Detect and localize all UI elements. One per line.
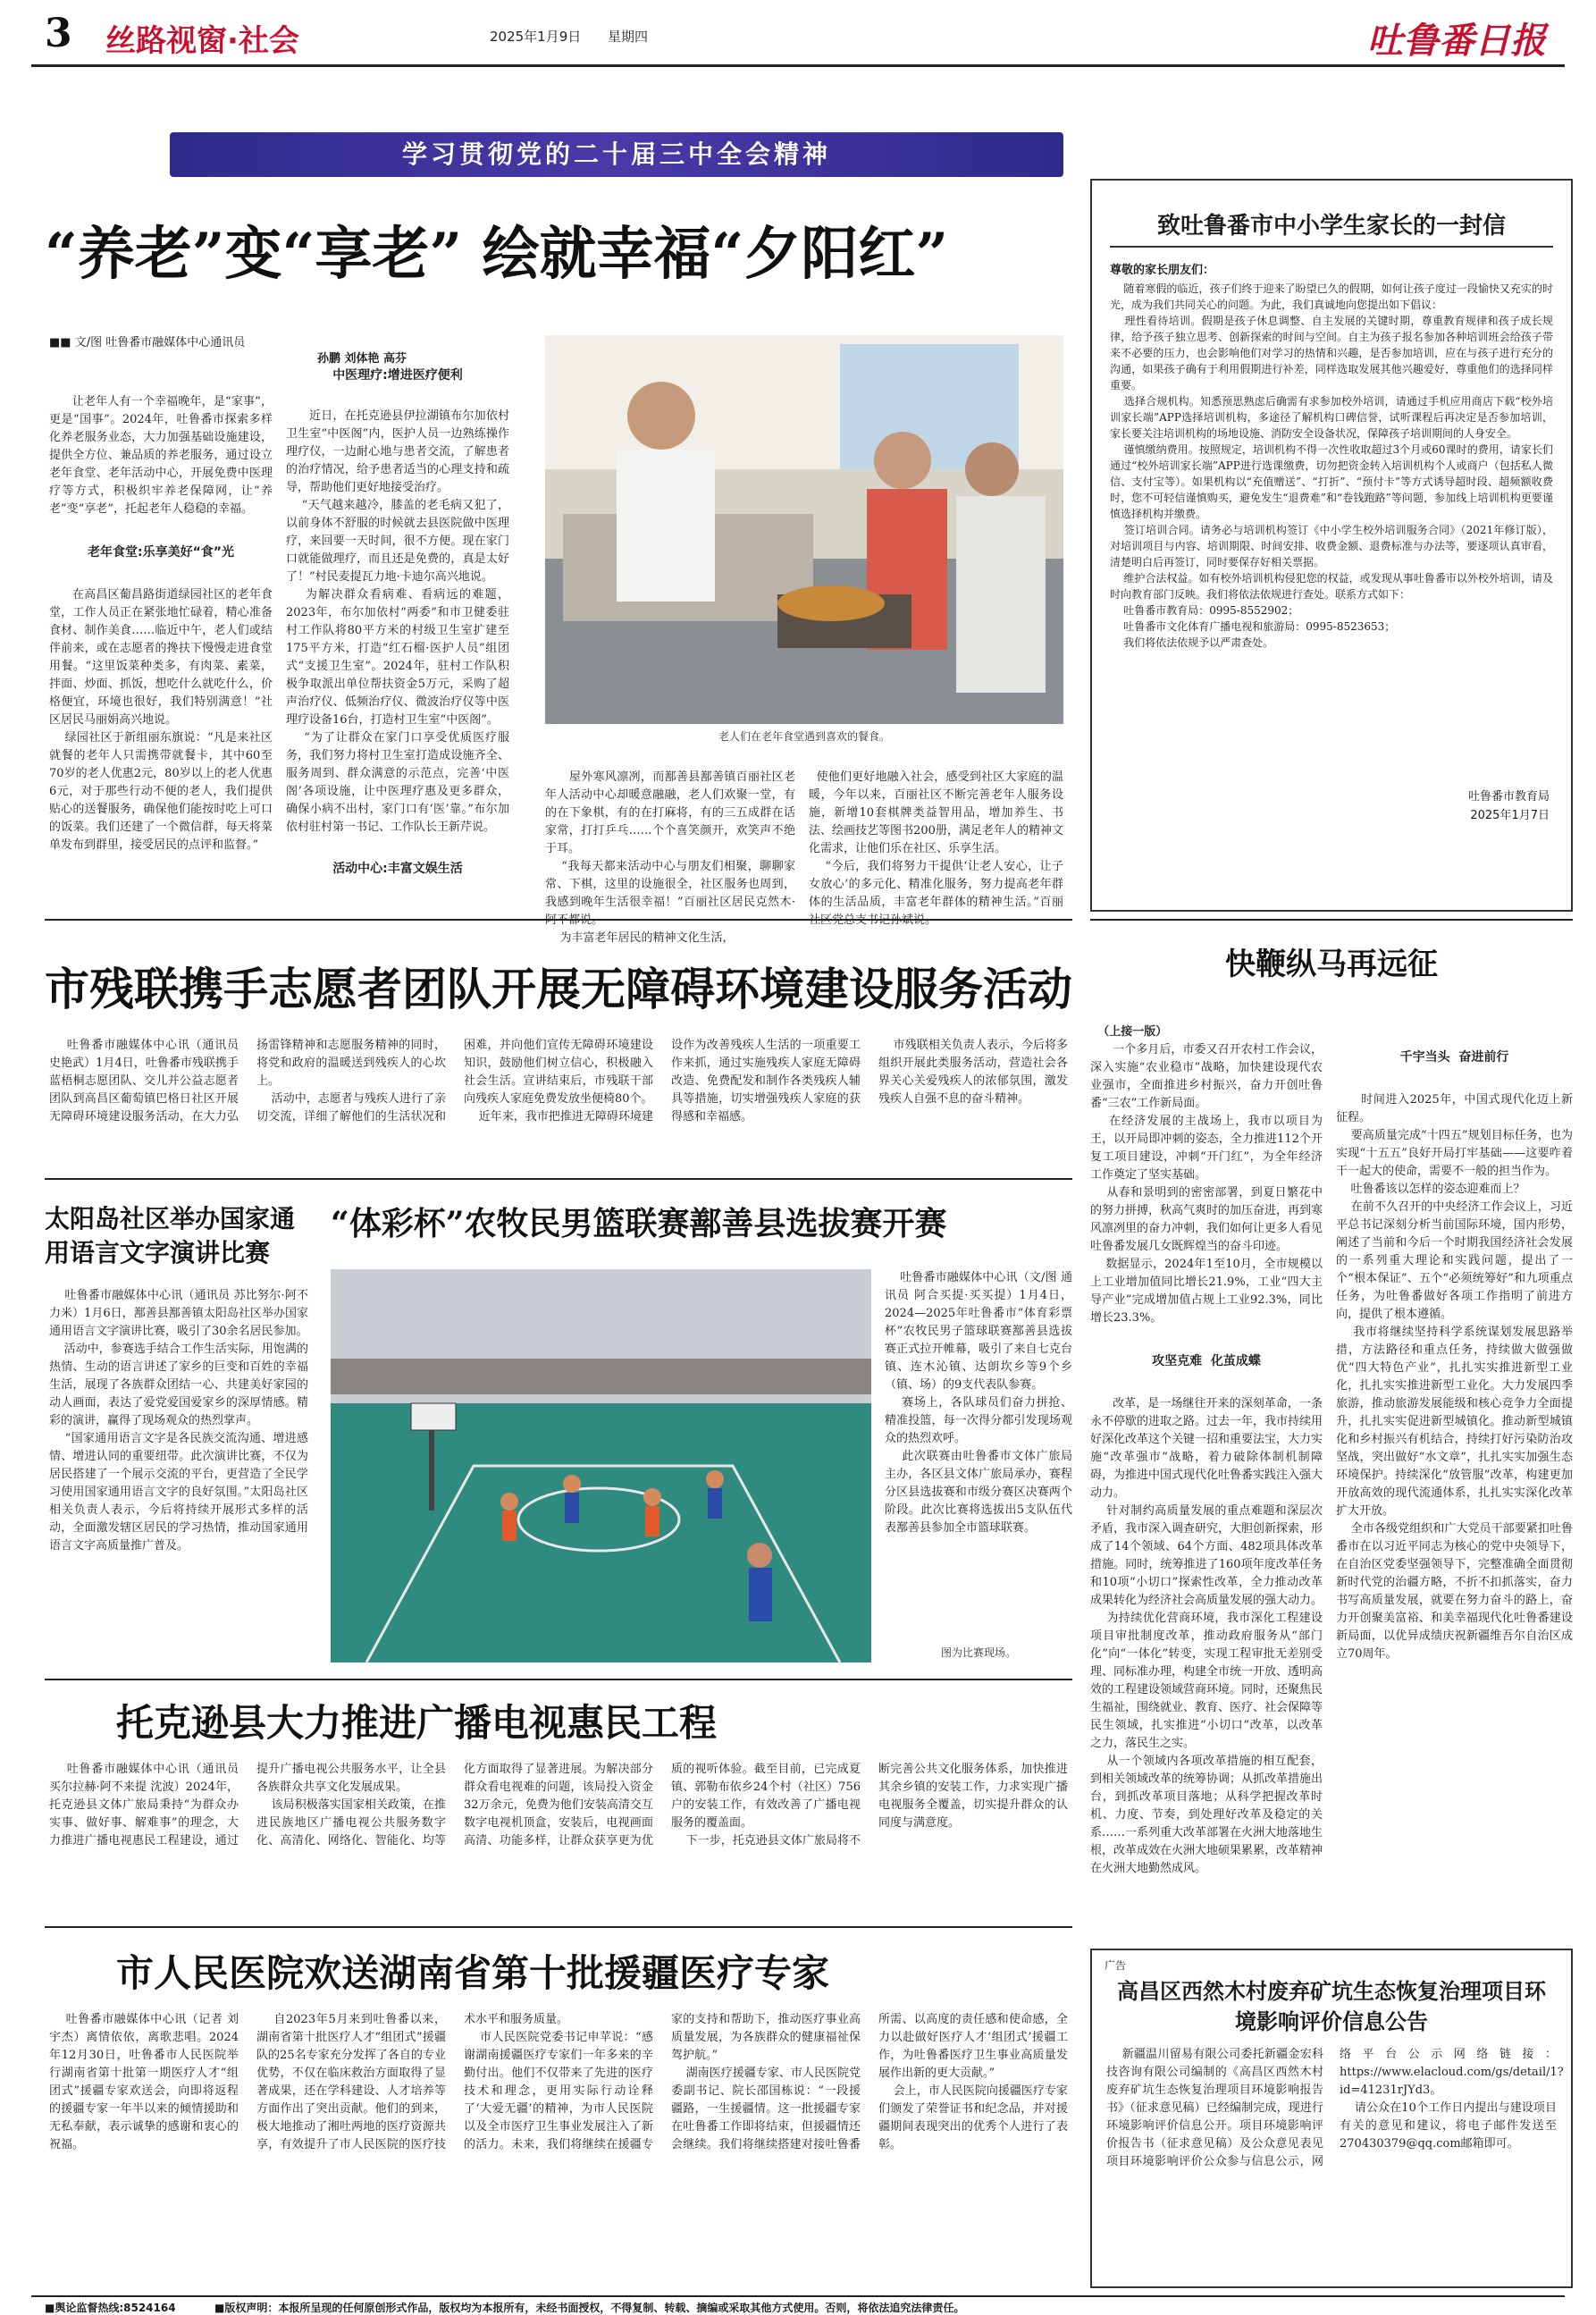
masthead (0, 0, 1596, 63)
article5-title: 托克逊县大力推进广播电视惠民工程 (116, 1701, 718, 1745)
article1-col4 (809, 751, 1063, 909)
article1-col4-text: 使他们更好地融入社会，感受到社区大家庭的温暖，今年以来，百丽社区不断完善老年人服务设施，新增10套棋牌类益智用品，增加养生、书法、绘画技艺等图书200册，满足老年人的精神文化需求，让他们乐在社区、乐享生活。 “今后，我们将努力干提供‘让老人安心，让子女放心’的多元化、精准化服务，努力提高老年群体的生活品质，丰富老年群体的精神生活。”百丽 (809, 770, 1063, 909)
article7-lead: （上接一版） (1097, 1025, 1168, 1039)
letter-signature: 吐鲁番市教育局 (1467, 790, 1550, 804)
ad-box (1090, 1949, 1573, 2288)
theme-banner (170, 132, 1063, 177)
divider-1 (45, 919, 1072, 921)
footer-hotline: ■舆论监督热线:8524164 (45, 2302, 176, 2314)
ad-body: 新疆温川留易有限公司委托新疆金宏科技咨询有限公司编制的《高昌区西然木村废弃矿坑生态恢复治理项目环境影响报告书》（征求意见稿）已经编制完成，现进行环境影响评价信息公开。项目环境影响评价报告书（征求意见稿）及公众意见表见项目环境影响评价公众参与信息公示，网络平台公示网络链接：https://www.elacloud.com/gs/detail/1?id=41231rJYd3。 请公众在10个工作日内提出与建设项目有关的意见和建议，将电子邮件发送至270430379@qq.com邮箱即可。 (1106, 2048, 1564, 2168)
footer-rule (31, 2295, 1565, 2297)
basketball-photo (331, 1269, 871, 1663)
article1-col1 (49, 375, 273, 894)
article2-body: 吐鲁番市融媒体中心讯（通讯员 史艳武）1月4日，吐鲁番市残联携手蓝梧桐志愿团队、交儿并公益志愿者团队到高昌区葡萄镇巴格日社区开展无障碍环境建设服务活动，在大力弘扬雷锋精神和志愿服务精神的同时，将党和政府的温暖送到残疾人的心坎上。 活动中，志愿者与残疾人进行了亲切交流，详细了解他们的生活状况和困难，并向他们宣传无障碍环境建设知识，鼓励他们树立信心，积极融入社会生活。宣讲结束后，市残联干部向残疾人家庭免费发放坐便椅80个。 近年来，我市把推进无障碍环境建设作为改善残疾人生活的一项重要工作来抓，通过实施残疾人家庭无障碍改造、免费配发和制作各类残疾人辅具等措施，切实增强残疾人家庭的获得感和幸福感。 市残联相关负责人表示，今后将多组织开展此类服务活动，营造社会各界关心关爱残疾人的浓郁氛围，激发残疾人自强不息的奋斗精神。 (49, 1039, 1068, 1124)
letter-body: 随着寒假的临近，孩子们终于迎来了盼望已久的假期，如何让孩子度过一段愉快又充实的时光，成为我们共同关心的问题。为此，我们真诚地向您提出如下倡议： 理性看待培训。假期是孩子休息调整、自主发展的关键时期，尊重教育规律和孩子成长规律，给予孩子独立思考、创新探索的时间与空间。自主为孩子报名参加各种培训班会给孩子带来不必要的压力，也会影响他们对学习的热情和兴趣，是否参加培训，应在与孩子进行充分的沟通，如果孩子确有于利用假期进行补差，同样选取发展其他兴趣爱好，尊重他们的选择同样重要。 选择合规机构。知悉预思熟虑后确需有求参加校外培训，请通过手机应用商店下载“校外培训家长端”APP选择培训机构，多途径了解机构口碑信誉，试听课程后再决定是否参加培训，家长要关注培训机构的场地设施、消防安全设备状况，保障孩子培训期间的人身安全。 谨慎缴纳费用。按照规定，培训机构不得一次性收取超过3个月或60课时的费用，请家长们通过“校外培训家长端”APP进行选课缴费，切勿把资金转入培训机构个人或商户（包括私人微信、支付宝等）。如果机构以“充值赠送”、“打折”、“预付卡”等方式诱导超时段、超频额收费时，您不可轻信谨慎购买，避免发生“退费难”和“卷钱跑路”等问题，参加线上培训机构更要谨慎选择机构并缴费。 签订培训合同。请务必与培训机构签订《中小学生校外培训服务合同》（2021年修订版），对培训项目与内容、培训期限、时间安排、收费金额、退费标准与办法等，要逐项认真审看，清楚明白后再签订，同时要保存好相关票据。 维护合法权益。如有校外培训机构侵犯您的权益，或发现从事吐鲁番市以外校外培训，请及时向教育部门反映。我们将依法依规进行查处。联系方式如下： 吐鲁番市教育局：0995-8552902； 吐鲁番市文化体育广播电视和旅游局：0995-8523653； 我们将依法依规予以严肃查处。 (1110, 282, 1554, 649)
ad-label: 广告 (1105, 1959, 1127, 1972)
article7-title: 快鞭纵马再远征 (1225, 947, 1438, 982)
letter-box (1090, 179, 1573, 912)
basketball-photo-caption: 图为比赛现场。 (940, 1646, 1016, 1659)
article1-title: “养老”变“享老” 绘就幸福“夕阳红” (45, 221, 949, 288)
divider-right (1090, 919, 1573, 921)
byline-credit: ■■ 文/图 吐鲁番市融媒体中心通讯员 (49, 336, 246, 349)
divider-4 (45, 1926, 1072, 1928)
banner-text: 学习贯彻党的二十届三中全会精神 (401, 139, 831, 169)
ad-title: 高昌区西然木村废弃矿坑生态恢复治理项目环境影响评价信息公告 (1117, 1978, 1546, 2034)
masthead-rule (31, 64, 1565, 67)
paper-logo: 吐鲁番日报 (1367, 20, 1546, 62)
article3-body: 吐鲁番市融媒体中心讯（通讯员 苏比努尔·阿不力米）1月6日，鄯善县鄯善镇太阳岛社区举办国家通用语言文字演讲比赛，吸引了30余名居民参加。 活动中，参赛选手结合工作生活实际，用饱满的热情、生动的语言讲述了家乡的巨变和百姓的幸福生活，展现了各族群众团结一心、共建美好家园的动人画面，表达了爱党爱国爱家乡的深厚情感。精彩的演讲，赢得了现场观众的热烈掌声。 “国家通用语言文字是各民族交流沟通、增进感情、增进认同的重要纽带。此次演讲比赛，不仅为居民搭建了一个展示交流的平台，更营造了全民学习使用国家通用语言文字的良好氛围。”太阳岛社区相关负责人表示，今后将持续开展形式多样的活动，全面激发辖区居民的学习热情，推动国家通用语言文字高质量推广普及。 (49, 1289, 309, 1553)
letter-title-rule (1110, 246, 1553, 248)
canteen-photo-caption: 老人们在老年食堂遇到喜欢的餐食。 (718, 730, 890, 743)
article2-title: 市残联携手志愿者团队开展无障碍环境建设服务活动 (45, 963, 1072, 1015)
issue-weekday: 星期四 (608, 29, 649, 45)
article4-title: “体彩杯”农牧民男篮联赛鄯善县选拔赛开赛 (331, 1205, 947, 1242)
divider-2 (45, 1178, 1072, 1180)
article1-sub-tcm: 中医理疗:增进医疗便利 (332, 368, 463, 383)
article1-col2-text: 近日，在托克逊县伊拉湖镇布尔加依村卫生室“中医阁”内，医护人员一边熟练操作理疗仪，一边耐心地与患者交流，了解患者的治疗情况，给予患者适当的心理支持和疏导，帮助他们更好地接受治疗。 “天气越来越冷，膝盖的老毛病又犯了，以前身体不舒服的时候就去县医院做中医理疗，来回要一天时间，很不方便。现在家门口就能做理疗，而且还是免费的，真是太好了！”村民麦提瓦力地·卡迪尔高兴地说。 为解决群众看病难、看病远的难题，2023年，布尔加依村“两委”和市卫健委驻村工作队将80平方米的村级卫生室扩建至175平方米，打造“红石榴·医护人员”组团式“支援卫生室”。2024年，驻村工作队积极争取派出单位帮扶资金5万元，采购了超声治疗仪、低频治疗仪、微波治疗仪等中医理疗设备16台，打造村卫生室“中医阁”。 “为了让群众在家门口享受优质医疗服务，我们努力将村卫生室打造成设施齐全、服务周到、群众满意的示范点，完善‘中医阁’各项设施，让中医理疗惠及更多群众，确保小病不出村，家门口有‘医’靠。”布尔加依村驻村第一书记、工作队长王新芹说。 (286, 409, 510, 834)
article7-body1: 一个多月后，市委又召开农村工作会议，深入实施“农业稳市”战略，加快建设现代农业强市，全面推进乡村振兴，奋力开创吐鲁番“三农”工作新局面。 在经济发展的主战场上，我市以项目为王，以开局即冲刺的姿态，全力推进112个开复工项目建设，冲刺“开门红”，为全年经济工作奠定了坚实基础。 从春和景明到的密密部署，到夏日繁花中的努力拼搏，秋高气爽时的加压奋进，再到寒风凛冽里的奋力冲刺，我们如何让更多人看见吐鲁番发展几女既辉煌当的奋斗印迹。 数据显示，2024年1至10月，全市规模以上工业增加值同比增长21.9%，工业“四大主导产业”完成增加值占规上工业92.3%，同比增长23.3%。 (1090, 1043, 1323, 1325)
article7-body3: 时间进入2025年，中国式现代化迈上新征程。 要高质量完成“十四五”规划目标任务，也为实现“十五五”良好开局打牢基础——这要咋着干一起大的使命，需要不一般的担当作为。 吐鲁番该以怎样的姿态迎难而上？ 在前不久召开的中央经济工作会议上，习近平总书记深刻分析当前国际环境，国内形势，阐述了当前和今后一个时期我国经济社会发展的一系列重大理论和实践问题，提出了一个“根本保证”、五个“必须统筹好”和九项重点任务，为吐鲁番做好各项工作指明了前进方向，提供了根本遵循。 我市将继续坚持科学系统谋划发展思路举措，方法路径和重点任务，持续做大做强做优“四大特色产业”，扎扎实实推进新型工业化，扎扎实实推进新型工业化。大力发展四季旅游，推动旅游发展能级和核心竞争力全面提升，扎扎实实促进新型城镇化。推动新型城镇化和乡村振兴有机结合，持续打好污染防治攻坚战，突出做好“水文章”，扎扎实实加强生态环境保护。持续深化“放管服”改革，构建更加开放高效的现代流通体系，扎扎实实深化改革扩大开放。 全市各级党组织和广大党员干部要紧扣吐鲁番市在以习近平同志为核心的党中央领导下，在自治区党委坚强领导下，完整准确全面贯彻新时代党的治疆方略，不折不扣抓落实，奋力书写高质量发展，就要在努力奋斗的路上，奋力开创聚美富裕、和美幸福现代化吐鲁番建设新局面，以优异成绩庆祝新疆维吾尔自治区成立70周年。 (1336, 1093, 1573, 1661)
canteen-photo (545, 335, 1063, 724)
article1-col3 (545, 751, 796, 945)
article3-title: 太阳岛社区举办国家通用语言文字演讲比赛 (45, 1204, 296, 1267)
article7-sub1: 攻坚克难 化茧成蝶 (1152, 1354, 1261, 1368)
article1-sub-activity: 活动中心:丰富文娱生活 (332, 862, 463, 876)
article1-sub-canteen: 老年食堂:乐享美好“食”光 (87, 545, 234, 560)
article7-sub2: 千宇当头 奋进前行 (1399, 1050, 1509, 1065)
article1-col1-text: 让老年人有一个幸福晚年，是“家事”，更是“国事”。2024年，吐鲁番市探索多样化养老服务业态，大力加强基础设施建设，提供全方位、兼品质的养老服务，通过设立老年食堂、老年活动中心，开展免费中医理疗等方式，积极织牢养老保障网，让“养老”变“享老”，托起老年人稳稳的幸福。 (49, 395, 273, 516)
article7-col-b (1336, 1006, 1573, 1904)
article1-col2 (286, 331, 509, 903)
issue-date: 2025年1月9日 (490, 29, 582, 45)
divider-3 (45, 1679, 1072, 1680)
article7-body2: 改革，是一场继往开来的深刻革命，一条永不停歇的进取之路。过去一年，我市持续用好深化改革这个关键一招和重要法宝，大力实施“改革强市”战略，着力破除体制机制障碍，为推进中国式现代化吐鲁番实践注入强大动力。 针对制约高质量发展的重点难题和深层次矛盾，我市深入调查研究，大胆创新探索，形成了14个领域、64个方面、482项具体改革措施。同时，统筹推进了160项年度改革任务和10项“小切口”探索性改革，全力推动改革成果转化为经济社会高质量发展的强大动力。 为持续优化营商环境，我市深化工程建设项目审批制度改革，推动政府服务从“部门化”向“一体化”转变，实现工程审批无差别受理、同标准办理，构建全市统一开放、透明高效的工程建设领域营商环境。同时，还聚焦民生福祉，围绕就业、教育、医疗、社会保障等民生领域，扎实推进“小切口”改革，以改革之力，落民生之实。 从一个领域内各项改革措施的相互配套，到相关领域改革的统筹协调；从抓改革措施出台，到抓改革项目落地；从科学把握改革时机、力度、节奏，到处理好改革及稳定的关系……一系列重大改革部署在火洲大地落地生根，改革成效在火洲大地硕果累累，改革精神在火洲大地勤然成风。 (1090, 1397, 1323, 1875)
letter-salutation: 尊敬的家长朋友们： (1110, 264, 1215, 277)
article5-body: 吐鲁番市融媒体中心讯（通讯员 买尔拉赫·阿不来提 沈波）2024年，托克逊县文体广旅局秉持“为群众办实事、做好事、解难事”的理念，大力推进广播电视惠民工程建设，通过提升广播电视公共服务水平，让全县各族群众共享文化发展成果。 该局积极落实国家相关政策，在推进民族地区广播电视公共服务数字化、高清化、网络化、智能化、均等化方面取得了显著进展。为解决部分群众看电视难的问题，该局投入资金32万余元，免费为他们安装高清交互数字电视机顶盒，安装后，电视画面高清、功能多样，让群众获享更为优质的视听体验。截至目前，已完成夏镇、郭勒布依乡24个村（社区）756户的安装工作，有效改善了广播电视服务的覆盖面。 下一步，托克逊县文体广旅局将不断完善公共文化服务体系，加快推进其余乡镇的安装工作，力求实现广播电视服务全覆盖，切实提升群众的认同度与满意度。 (49, 1763, 1068, 1848)
footer-copyright: ■版权声明：本报所呈现的任何原创形式作品，版权均为本报所有，未经书面授权，不得复制、转载、摘编或采取其他方式使用。否则，将依法追究法律责任。 (214, 2302, 965, 2314)
article1-col3-text: 屋外寒风凛冽，而鄯善县鄯善镇百丽社区老年人活动中心却暖意融融，老人们欢聚一堂，有的在下象棋，有的在打麻将，有的三五成群在话家常，打打乒乓……个个喜笑颜开，欢笑声不绝于耳。 “我每天都来活动中心与朋友们相聚，聊聊家常、下棋，这里的设施很全，社区服务也周到，我感到晚年生活很幸福！”百丽社区居民克然木· 为丰富老年居民的精神文化生活， (545, 770, 796, 945)
letter-title: 致吐鲁番市中小学生家长的一封信 (1156, 213, 1506, 240)
letter-date: 2025年1月7日 (1470, 809, 1550, 822)
article6-title: 市人民医院欢送湖南省第十批援疆医疗专家 (116, 1951, 830, 1995)
article4-body: 吐鲁番市融媒体中心讯（文/图 通讯员 阿合买提·买买提）1月4日，2024—2025年吐鲁番市“体育彩票杯”农牧民男子篮球联赛鄯善县选拔赛正式拉开帷幕，吸引了来自七克台镇、连木沁镇、达朗坎乡等9个乡（镇、场）的9支代表队参赛。 赛场上，各队球员们奋力拼抢、精准投篮，每一次得分都引发现场观众的热烈欢呼。 此次联赛由吐鲁番市文体广旅局主办，各区县文体广旅局承办，赛程分区县选拔赛和市级分赛区决赛两个阶段。此次比赛将选拔出5支队伍代表鄯善县参加全市篮球联赛。 (885, 1271, 1073, 1535)
page-number: 3 (45, 11, 72, 56)
article6-body: 吐鲁番市融媒体中心讯（记者 刘宇杰）离情依依，离歌悲唱。2024年12月30日，吐鲁番市人民医院举行湖南省第十批第一期医疗人才“组团式”援疆专家欢送会，向即将返程的援疆专家一年半以来的倾情援助和无私奉献，表示诚挚的感谢和衷心的祝福。 自2023年5月来到吐鲁番以来，湖南省第十批医疗人才“组团式”援疆队的25名专家充分发挥了各自的专业优势，不仅在临床救治方面取得了显著成果，还在学科建设、人才培养等方面作出了突出贡献。他们的到来，极大地推动了湘吐两地的医疗资源共享，有效提升了市人民医院的医疗技术水平和服务质量。 市人民医院党委书记申苹说：“感谢湖南援疆医疗专家们一年多来的辛勤付出。他们不仅带来了先进的医疗技术和理念，更用实际行动诠释了‘大爱无疆’的精神，为市人民医院以及全市医疗卫生事业发展注入了新的活力。未来，我们将继续在援疆专家的支持和帮助下，推动医疗事业高质量发展，为各族群众的健康福祉保驾护航。” 湖南医疗援疆专家、市人民医院党委副书记、院长邵国栋说：“一段援疆路，一生援疆情。这一批援疆专家在吐鲁番工作即将结束，但援疆情还会继续。我们将继续搭建对接吐鲁番所需、以高度的责任感和使命感，全力以赴做好医疗人才‘组团式’援疆工作，为吐鲁番医疗卫生事业高质量发展作出新的更大贡献。” 会上，市人民医院向援疆医疗专家们颁发了荣誉证书和纪念品，并对援疆期间表现突出的优秀个人进行了表彰。 (49, 2013, 1068, 2151)
article7-col-a (1090, 1006, 1323, 1904)
section-name: 丝路视窗·社会 (105, 23, 299, 59)
byline-names: 孙鹏 刘体艳 高芬 (316, 352, 407, 366)
article1-col1b-text: 在高昌区葡昌路街道绿园社区的老年食堂，工作人员正在紧张地忙碌着，精心准备食材、制作美食……临近中午，老人们或结伴前来，或在志愿者的搀扶下慢慢走进食堂用餐。“这里饭菜种类多，有肉菜、素菜，拌面、炒面、抓饭，想吃什么就吃什么，价格便宜，环境也很好，我们特别满意！”社区居民马丽娟高兴地说。 绿园社区于新组丽东旗说：“凡是来社区就餐的老年人只需携带就餐卡，其中60至70岁的老人优惠2元，80岁以上的老人优惠6元，对于那些行动不便的老人，我们提供贴心的送餐服务，确保他们能按时吃上可口的饭菜。我们还建了一个微信群，每天将菜单发布到群里，接受居民的点评和监督。” (49, 588, 273, 852)
